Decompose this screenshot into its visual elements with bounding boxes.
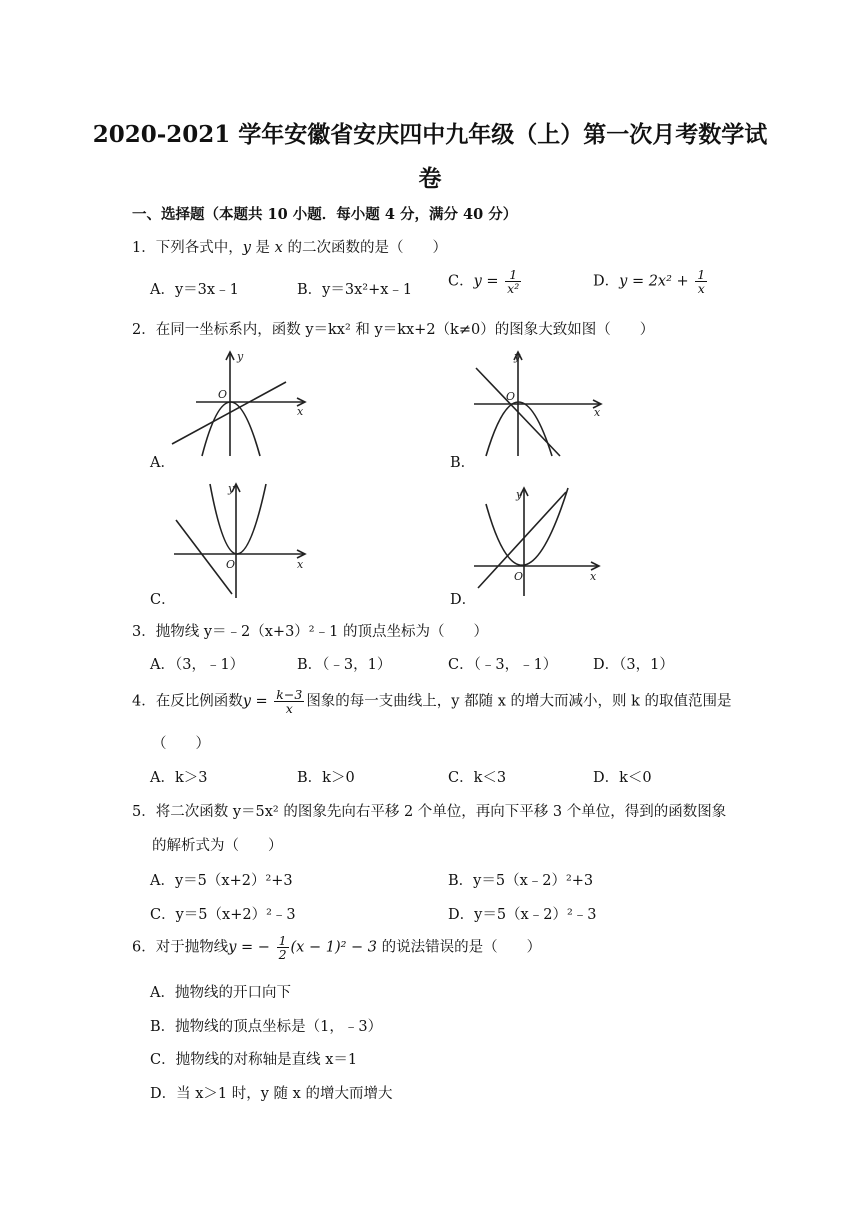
fraction-numerator: k−3 — [276, 687, 303, 702]
q1-option-d-expr: y = 2x² + — [619, 273, 689, 290]
fraction-denominator: x² — [507, 281, 520, 297]
origin-label: O — [514, 570, 524, 583]
axis-label-x: x — [594, 406, 601, 419]
q5-option-c: C．y＝5（x+2）²﹣3 — [150, 907, 296, 923]
q4-option-c: C．k＜3 — [448, 770, 507, 786]
fraction-denominator: x — [697, 281, 705, 297]
q2-label-a: A． — [150, 455, 175, 471]
q1-option-c-prefix: C． — [448, 273, 474, 290]
origin-label: O — [506, 390, 516, 403]
q2-graph-c — [168, 480, 308, 600]
q2-graph-d — [470, 484, 610, 600]
q2-graph-b — [470, 348, 610, 460]
q2-label-b: B． — [450, 455, 476, 471]
parabola — [486, 402, 552, 456]
fraction-denominator: 2 — [278, 947, 287, 963]
q6-option-b: B．抛物线的顶点坐标是（1，﹣3） — [150, 1019, 383, 1035]
q1-stem-mid: 是 — [250, 240, 275, 256]
q3-stem: 3．抛物线 y＝﹣2（x+3）²﹣1 的顶点坐标为（ ） — [132, 624, 488, 640]
q5-option-d: D．y＝5（x﹣2）²﹣3 — [448, 907, 597, 923]
q3-option-c: C．（﹣3，﹣1） — [448, 657, 558, 673]
q6-stem-prefix: 6．对于抛物线 — [132, 939, 229, 956]
q3-option-a: A．（3，﹣1） — [150, 657, 245, 673]
axis-label-y: y — [514, 350, 521, 363]
q6-stem — [132, 934, 541, 961]
line — [176, 520, 232, 594]
q1-option-d-prefix: D． — [593, 273, 620, 290]
origin-label: O — [218, 388, 228, 401]
q4-stem-line2: （ ） — [152, 736, 210, 752]
q1-var-y: y — [242, 240, 251, 256]
q2-graph-a — [168, 348, 308, 460]
q4-stem-suffix: 图象的每一支曲线上，y 都随 x 的增大而减小，则 k 的取值范围是 — [306, 693, 732, 710]
origin-label: O — [226, 558, 236, 571]
q6-option-d: D．当 x＞1 时，y 随 x 的增大而增大 — [150, 1086, 393, 1102]
q1-option-b: B．y＝3x²+x﹣1 — [297, 282, 413, 298]
axis-label-y: y — [228, 482, 235, 495]
q4-option-a: A．k＞3 — [150, 770, 208, 786]
q4-fraction — [274, 688, 304, 715]
q1-option-c-expr: y = — [473, 273, 499, 290]
axis-label-x: x — [297, 558, 304, 571]
q6-option-c: C．抛物线的对称轴是直线 x＝1 — [150, 1052, 358, 1068]
q5-stem-line2: 的解析式为（ ） — [152, 838, 283, 854]
axis-label-x: x — [590, 570, 597, 583]
q1-option-c-fraction — [505, 268, 521, 295]
q4-stem — [132, 688, 732, 715]
q2-label-d: D． — [450, 592, 477, 608]
parabola — [486, 488, 568, 565]
exam-title-line1: 2020-2021 学年安徽省安庆四中九年级（上）第一次月考数学试 — [92, 121, 768, 148]
q5-option-b: B．y＝5（x﹣2）²+3 — [448, 873, 594, 889]
q1-option-c — [448, 268, 523, 295]
exam-title-line2: 卷 — [418, 165, 442, 192]
fraction-numerator: 1 — [278, 933, 287, 948]
parabola — [210, 484, 266, 554]
q1-stem-suffix: 的二次函数的是（ ） — [282, 240, 447, 256]
q6-expr-pre: y = − — [228, 939, 270, 956]
line — [172, 382, 286, 444]
q5-stem-line1: 5．将二次函数 y＝5x² 的图象先向右平移 2 个单位，再向下平移 3 个单位，得到的函数图象 — [132, 804, 727, 820]
axis-label-x: x — [297, 405, 304, 418]
q4-expr: y = — [242, 693, 268, 710]
q1-stem-prefix: 1．下列各式中， — [132, 240, 243, 256]
q4-stem-prefix: 4．在反比例函数 — [132, 693, 243, 710]
section-heading: 一、选择题（本题共 10 小题．每小题 4 分，满分 40 分） — [132, 206, 518, 223]
fraction-numerator: 1 — [697, 267, 706, 282]
q2-stem: 2．在同一坐标系内，函数 y＝kx² 和 y＝kx+2（k≠0）的图象大致如图（ ） — [132, 322, 655, 338]
q3-option-b: B．（﹣3，1） — [297, 657, 392, 673]
q1-stem — [132, 236, 447, 257]
q6-stem-suffix: 的说法错误的是（ ） — [377, 939, 542, 956]
axis-label-y: y — [516, 488, 523, 501]
q4-option-b: B．k＞0 — [297, 770, 355, 786]
q1-option-d-fraction — [695, 268, 707, 295]
axis-label-y: y — [237, 350, 244, 363]
q6-fraction — [277, 934, 289, 961]
q1-option-d — [593, 268, 709, 295]
q4-option-d: D．k＜0 — [593, 770, 652, 786]
q5-option-a: A．y＝5（x+2）²+3 — [150, 873, 293, 889]
q6-option-a: A．抛物线的开口向下 — [150, 985, 291, 1001]
fraction-numerator: 1 — [505, 268, 521, 282]
q6-expr-post: (x − 1)² − 3 — [290, 939, 378, 956]
q2-label-c: C． — [150, 592, 176, 608]
q3-option-d: D．（3，1） — [593, 657, 674, 673]
q1-option-a: A．y＝3x﹣1 — [150, 282, 239, 298]
parabola — [202, 402, 260, 456]
fraction-denominator: x — [285, 701, 293, 717]
q1-var-x: x — [274, 240, 283, 256]
